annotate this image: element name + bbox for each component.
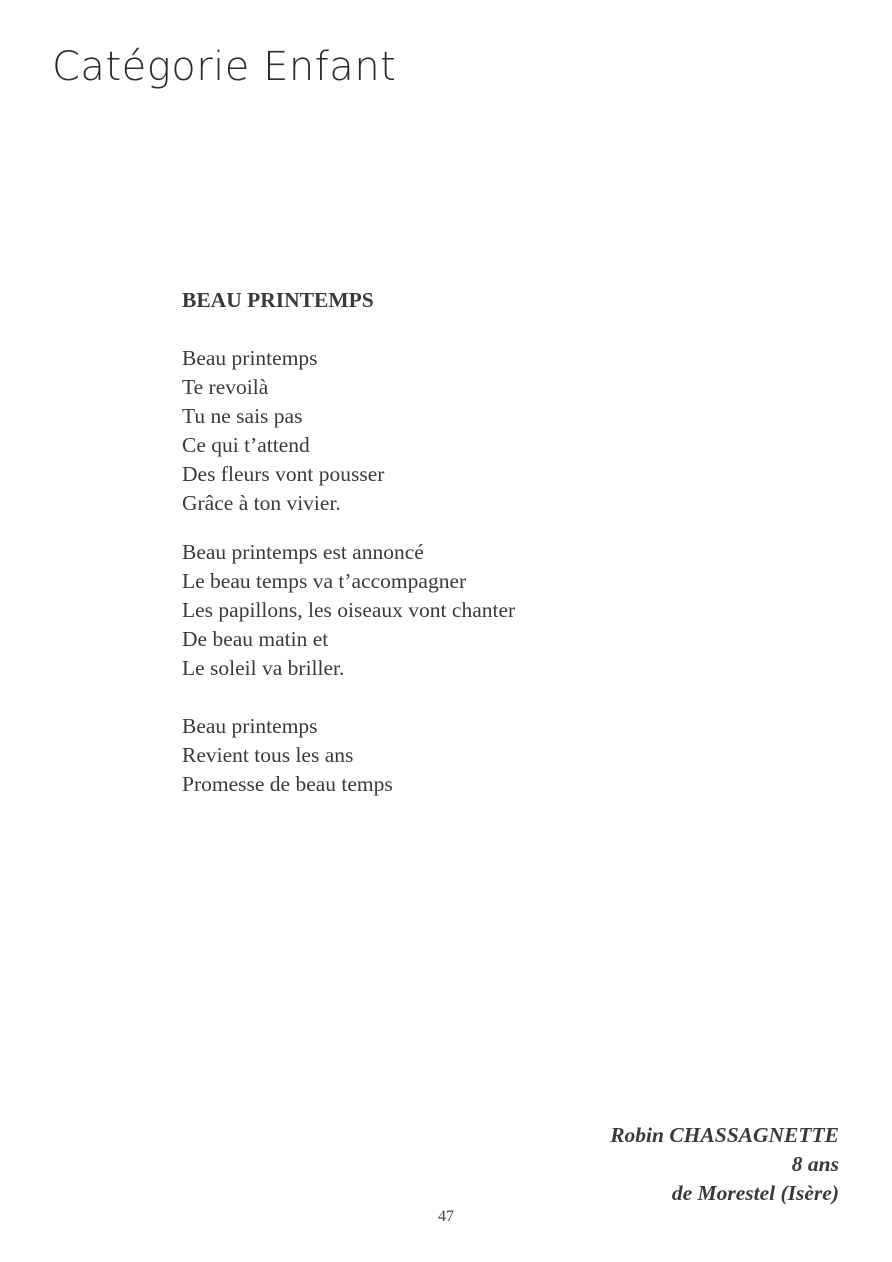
poem-line: Tu ne sais pas xyxy=(182,404,303,428)
poem-line: Promesse de beau temps xyxy=(182,772,393,796)
poem-line: Revient tous les ans xyxy=(182,743,354,767)
author-age: 8 ans xyxy=(791,1152,839,1176)
poem-line: Le beau temps va t’accompagner xyxy=(182,569,467,593)
poem-line: Ce qui t’attend xyxy=(182,433,310,457)
poem-line: Grâce à ton vivier. xyxy=(182,491,341,515)
poem-line: Te revoilà xyxy=(182,375,269,399)
poem-line: Beau printemps xyxy=(182,346,318,370)
author-origin: de Morestel (Isère) xyxy=(671,1181,839,1205)
poem-line: Le soleil va briller. xyxy=(182,656,345,680)
poem-line: De beau matin et xyxy=(182,627,329,651)
poem-line: Des fleurs vont pousser xyxy=(182,462,385,486)
poem-line: Les papillons, les oiseaux vont chanter xyxy=(182,598,516,622)
poem-title: BEAU PRINTEMPS xyxy=(182,288,374,312)
stanza-1 xyxy=(182,344,782,518)
author-name: Robin CHASSAGNETTE xyxy=(610,1123,839,1147)
category-heading: Catégorie Enfant xyxy=(52,44,397,90)
author-signature xyxy=(610,1121,839,1208)
stanza-3 xyxy=(182,712,782,799)
poem-line: Beau printemps xyxy=(182,714,318,738)
stanza-2 xyxy=(182,538,782,683)
poem-line: Beau printemps est annoncé xyxy=(182,540,424,564)
poem xyxy=(182,286,782,799)
page-number: 47 xyxy=(438,1208,454,1225)
